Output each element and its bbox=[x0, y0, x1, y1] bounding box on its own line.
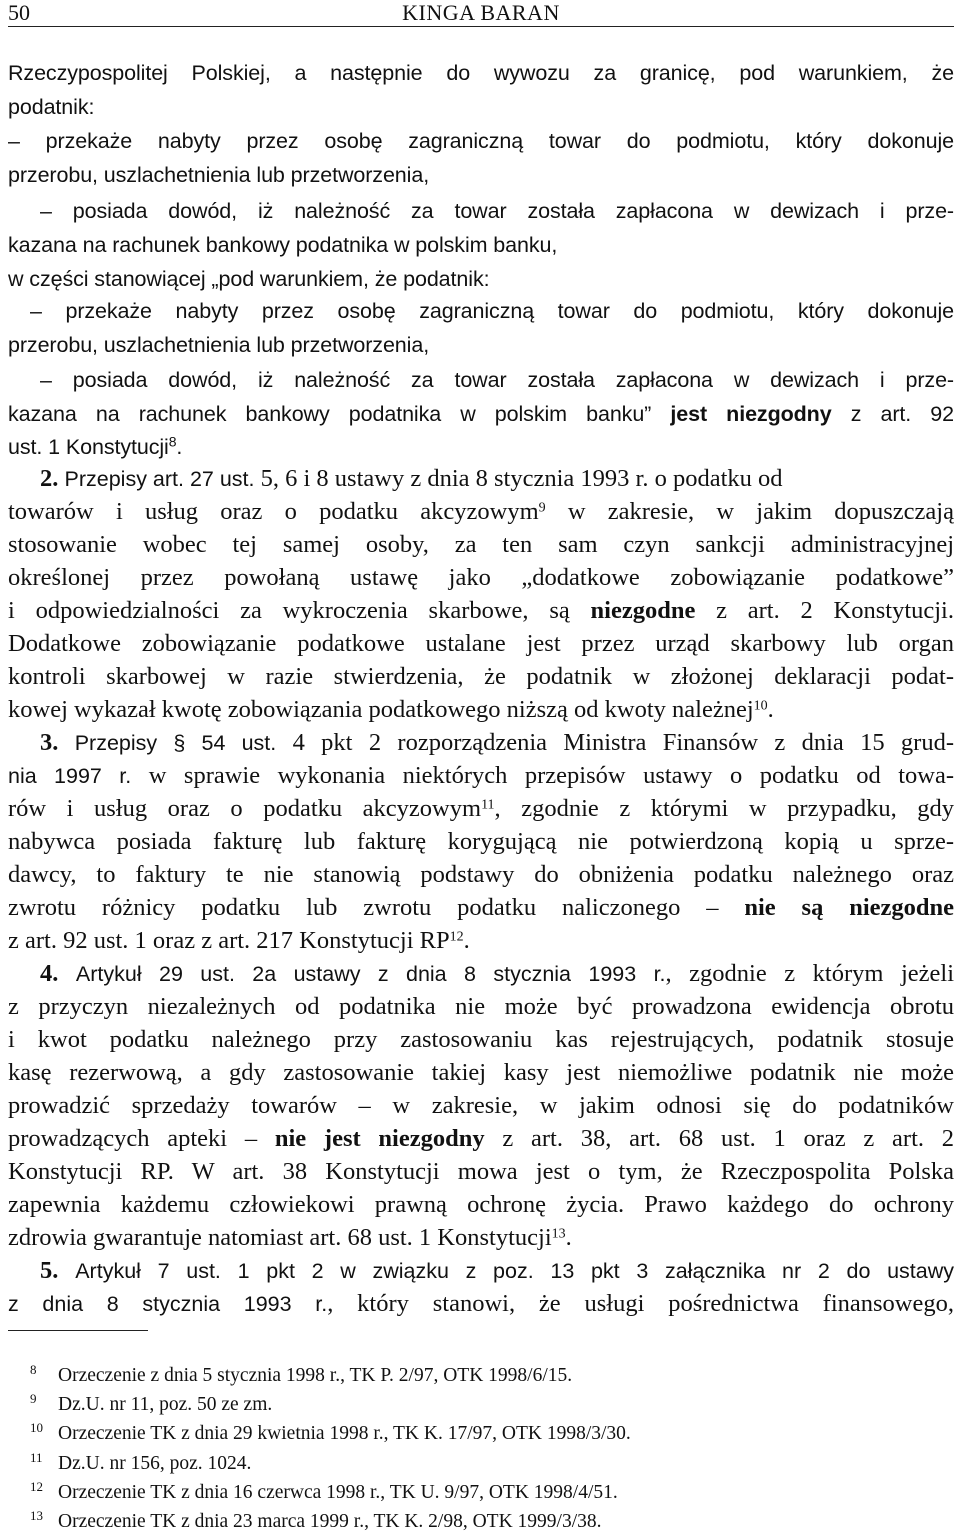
item-number: 3. bbox=[40, 729, 59, 756]
text-line: z art. 92 ust. 1 oraz z art. 217 Konstytucji RP$^{12}$. bbox=[8, 927, 470, 954]
text-line: 5. Artykuł 7 ust. 1 pkt 2 w związku z poz. 13 pkt 3 załącznika nr 2 do ustawy bbox=[40, 1257, 954, 1284]
footnote: 12 Orzeczenie TK z dnia 16 czerwca 1998 r., TK U. 9/97, OTK 1998/4/51. bbox=[30, 1478, 618, 1503]
footnote-ref: 8 bbox=[168, 433, 177, 450]
text-line: przerobu, uszlachetnienia lub przetworzenia, bbox=[8, 333, 430, 357]
footnote-ref: 11 bbox=[481, 797, 495, 813]
text-line: – przekaże nabyty przez osobę zagraniczną towar do podmiotu, który dokonuje bbox=[8, 129, 954, 153]
text-line: z dnia 8 stycznia 1993 r., który stanowi, że usługi pośrednictwa finansowego, bbox=[8, 1290, 954, 1317]
text-line: zwrotu różnicy podatku lub zwrotu podatku naliczonego – nie są niezgodne bbox=[8, 894, 954, 921]
footnote: 13 Orzeczenie TK z dnia 23 marca 1999 r., TK K. 2/98, OTK 1999/3/38. bbox=[30, 1507, 602, 1532]
text-line: określonej przez powołaną ustawę jako „dodatkowe zobowiązanie podatkowe” bbox=[8, 564, 954, 591]
text-line: z przyczyn niezależnych od podatnika nie może być prowadzona ewidencja obrotu bbox=[8, 993, 954, 1020]
text-line: Rzeczypospolitej Polskiej, a następnie do wywozu za granicę, pod warunkiem, że bbox=[8, 61, 954, 85]
footnote-divider bbox=[8, 1330, 148, 1331]
text-line: zapewnia każdemu człowiekowi prawną ochronę życia. Prawo każdego do ochrony bbox=[8, 1191, 954, 1218]
text-line: nabywca posiada fakturę lub fakturę korygującą nie potwierdzoną kopią u sprze- bbox=[8, 828, 954, 855]
footnote-ref: 12 bbox=[449, 929, 464, 945]
bold-verdict: nie jest niezgodny bbox=[274, 1125, 485, 1152]
page-header bbox=[8, 0, 954, 27]
bold-verdict: niezgodne bbox=[590, 597, 696, 624]
text-line: rów i usług oraz o podatku akcyzowym$^{11}$, zgodnie z którymi w przypadku, gdy bbox=[8, 795, 954, 822]
footnote: 10 Orzeczenie TK z dnia 29 kwietnia 1998 r., TK K. 17/97, OTK 1998/3/30. bbox=[30, 1419, 631, 1444]
text-line: 2. Przepisy art. 27 ust. 5, 6 i 8 ustawy z dnia 8 stycznia 1993 r. o podatku od bbox=[40, 465, 783, 492]
text-line: kontroli skarbowej w razie stwierdzenia, że podatnik w złożonej deklaracji podat- bbox=[8, 663, 954, 690]
item-number: 4. bbox=[40, 960, 59, 987]
text-line: – przekaże nabyty przez osobę zagraniczną towar do podmiotu, który dokonuje bbox=[30, 299, 954, 323]
footnote: 9 Dz.U. nr 11, poz. 50 ze zm. bbox=[30, 1390, 273, 1415]
text-line: Konstytucji RP. W art. 38 Konstytucji mowa jest o tym, że Rzeczpospolita Polska bbox=[8, 1158, 954, 1185]
text-line: zdrowia gwarantuje natomiast art. 68 ust. 1 Konstytucji$^{13}$. bbox=[8, 1224, 572, 1251]
item-number: 2. bbox=[40, 465, 59, 492]
footnote: 8 Orzeczenie z dnia 5 stycznia 1998 r., TK P. 2/97, OTK 1998/6/15. bbox=[30, 1361, 573, 1386]
text-line: 4. Artykuł 29 ust. 2a ustawy z dnia 8 stycznia 1993 r., zgodnie z którym jeżeli bbox=[40, 960, 954, 987]
footnote: 11 Dz.U. nr 156, poz. 1024. bbox=[30, 1449, 252, 1474]
text-line: i kwot podatku należnego przy zastosowaniu kas rejestrujących, podatnik stosuje bbox=[8, 1026, 954, 1053]
text-line: kazana na rachunek bankowy podatnika w polskim banku” jest niezgodny z art. 92 bbox=[8, 402, 954, 426]
text-line: podatnik: bbox=[8, 95, 95, 119]
text-line: w części stanowiącej „pod warunkiem, że podatnik: bbox=[8, 267, 490, 291]
footnote-ref: 10 bbox=[753, 698, 768, 714]
item-number: 5. bbox=[40, 1257, 59, 1284]
footnote-ref: 9 bbox=[538, 500, 546, 516]
text-line: stosowanie wobec tej samej osoby, za ten sam czyn sankcji administracyjnej bbox=[8, 531, 954, 558]
text-line: kasę rezerwową, a gdy zastosowanie takiej kasy jest niemożliwe podatnik nie może bbox=[8, 1059, 954, 1086]
footnote-ref: 13 bbox=[551, 1226, 566, 1242]
text-line: towarów i usług oraz o podatku akcyzowym$^9$ w zakresie, w jakim dopuszczają bbox=[8, 498, 954, 525]
text-line: przerobu, uszlachetnienia lub przetworzenia, bbox=[8, 163, 430, 187]
text-line: kazana na rachunek bankowy podatnika w polskim banku, bbox=[8, 233, 558, 257]
page-number: 50 bbox=[8, 0, 30, 25]
text-line: nia 1997 r. w sprawie wykonania niektórych przepisów ustawy o podatku od towa- bbox=[8, 762, 954, 789]
running-head: KINGA BARAN bbox=[402, 0, 560, 25]
text-line: prowadzących apteki – nie jest niezgodny z art. 38, art. 68 ust. 1 oraz z art. 2 bbox=[8, 1125, 954, 1152]
bold-verdict: nie są niezgodne bbox=[744, 894, 954, 921]
text-line: kowej wykazał kwotę zobowiązania podatkowego niższą od kwoty należnej$^{10}$. bbox=[8, 696, 774, 723]
text-line: dawcy, to faktury te nie stanowią podstawy do obniżenia podatku należnego oraz bbox=[8, 861, 954, 888]
text-line: 3. Przepisy § 54 ust. 4 pkt 2 rozporządzenia Ministra Finansów z dnia 15 grud- bbox=[40, 729, 954, 756]
text-line: i odpowiedzialności za wykroczenia skarbowe, są niezgodne z art. 2 Konstytucji. bbox=[8, 597, 954, 624]
text-line: prowadzić sprzedaży towarów – w zakresie, w jakim odnosi się do podatników bbox=[8, 1092, 954, 1119]
bold-verdict: jest niezgodny bbox=[670, 402, 832, 426]
text-line: – posiada dowód, iż należność za towar została zapłacona w dewizach i prze- bbox=[40, 199, 954, 223]
text-line: ust. 1 Konstytucji$^8$. bbox=[8, 433, 183, 459]
text-line: Dodatkowe zobowiązanie podatkowe ustalane jest przez urząd skarbowy lub organ bbox=[8, 630, 954, 657]
text-line: – posiada dowód, iż należność za towar została zapłacona w dewizach i prze- bbox=[40, 368, 954, 392]
